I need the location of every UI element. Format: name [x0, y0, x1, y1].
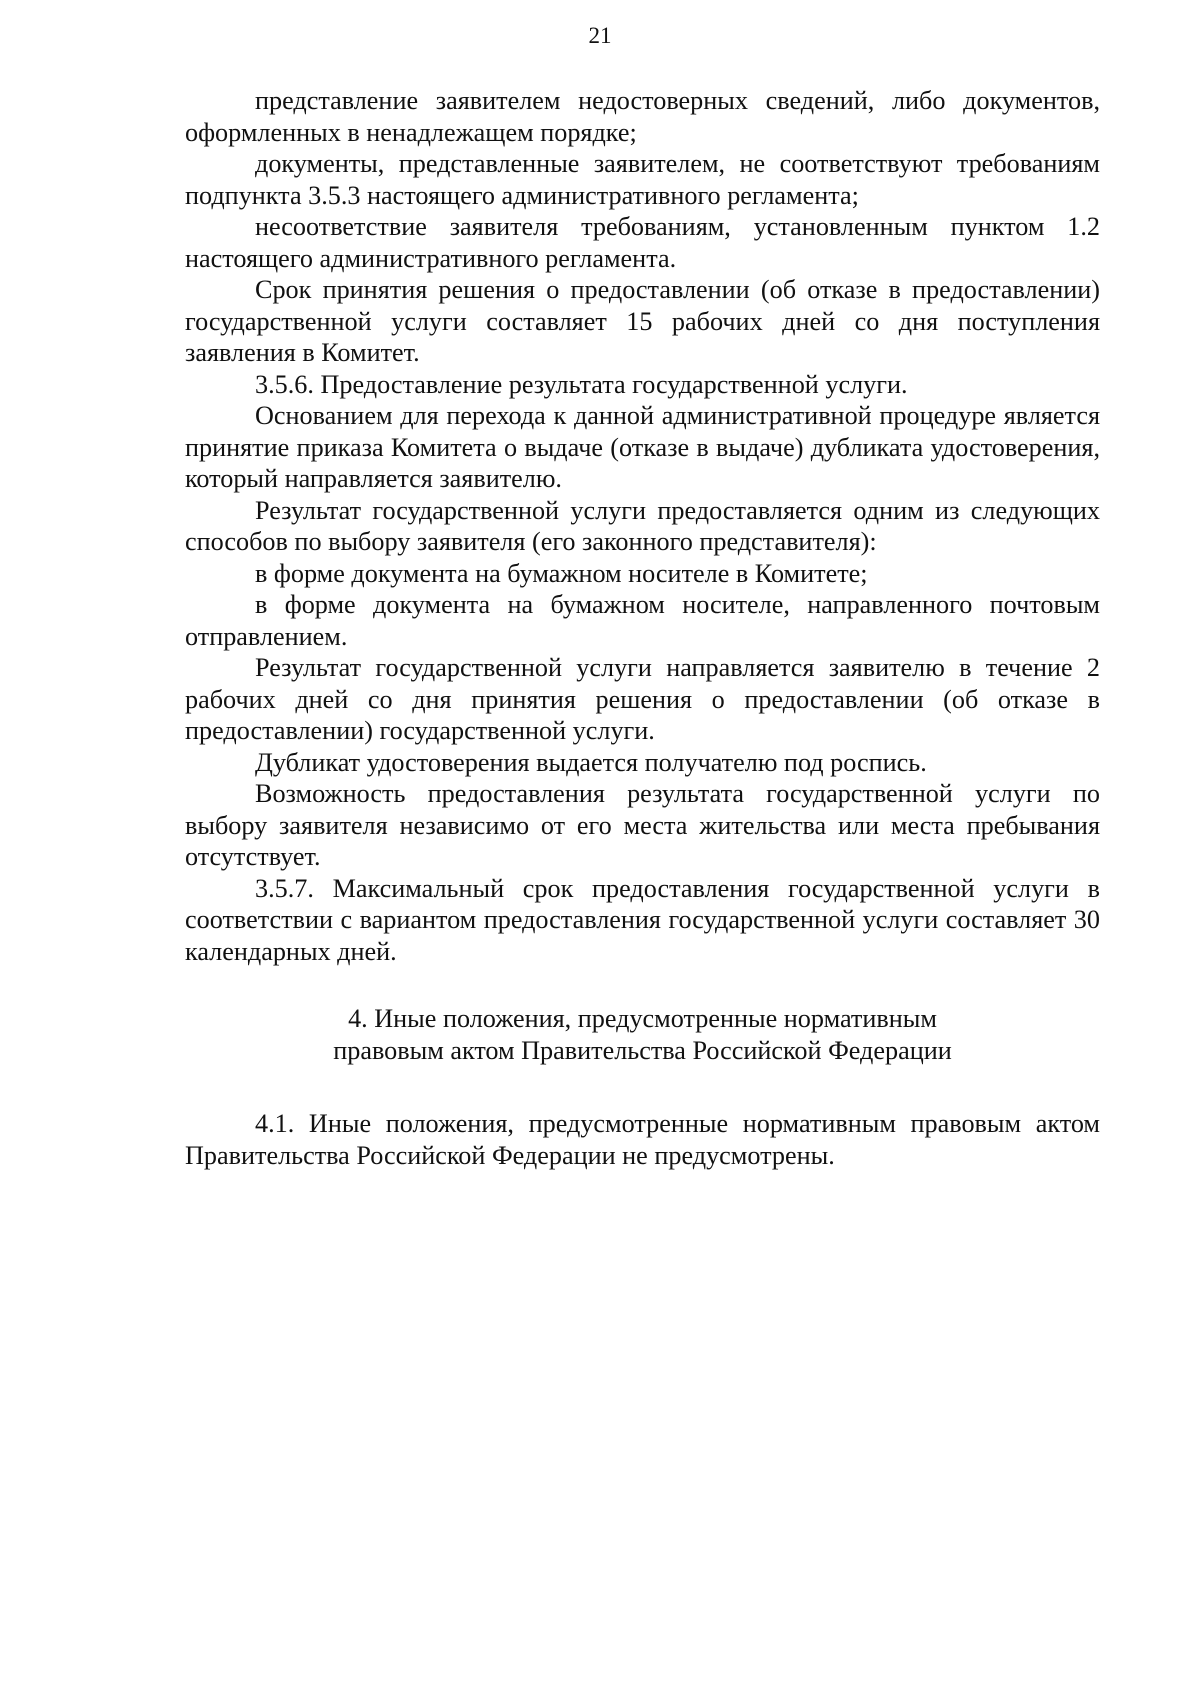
- paragraph: в форме документа на бумажном носителе в Комитете;: [255, 558, 868, 588]
- section-heading-line: правовым актом Правительства Российской Федерации: [333, 1035, 952, 1065]
- document-body: [185, 85, 1100, 1171]
- page-number: 21: [588, 23, 612, 48]
- paragraph: несоответствие заявителя требованиям, установленным пунктом 1.2 настоящего административного регламента.: [185, 212, 1100, 273]
- paragraph: Основанием для перехода к данной административной процедуре является принятие приказа Комитета о выдаче (отказе в выдаче) дубликата удостоверения, который направляется заявителю.: [185, 401, 1100, 493]
- paragraph: в форме документа на бумажном носителе, направленного почтовым отправлением.: [185, 590, 1100, 651]
- paragraph: Дубликат удостоверения выдается получателю под роспись.: [255, 747, 927, 777]
- section-heading: [185, 1003, 1100, 1066]
- paragraph: Возможность предоставления результата государственной услуги по выбору заявителя независимо от его места жительства или места пребывания отсутствует.: [185, 779, 1100, 871]
- paragraph: 3.5.7. Максимальный срок предоставления государственной услуги в соответствии с вариантом предоставления государственной услуги составляет 30 календарных дней.: [185, 873, 1100, 966]
- paragraph: Срок принятия решения о предоставлении (об отказе в предоставлении) государственной услуги составляет 15 рабочих дней со дня поступления заявления в Комитет.: [185, 275, 1100, 367]
- section-heading-line: 4. Иные положения, предусмотренные нормативным: [348, 1004, 937, 1033]
- paragraph: Результат государственной услуги предоставляется одним из следующих способов по выбору заявителя (его законного представителя):: [185, 495, 1100, 556]
- paragraph: 3.5.6. Предоставление результата государственной услуги.: [255, 369, 908, 399]
- paragraph: 4.1. Иные положения, предусмотренные нормативным правовым актом Правительства Российской Федерации не предусмотрены.: [185, 1109, 1100, 1170]
- paragraph: документы, представленные заявителем, не соответствуют требованиям подпункта 3.5.3 настоящего административного регламента;: [185, 149, 1100, 210]
- paragraph: Результат государственной услуги направляется заявителю в течение 2 рабочих дней со дня принятия решения о предоставлении (об отказе в предоставлении) государственной услуги.: [185, 653, 1100, 745]
- paragraph: представление заявителем недостоверных сведений, либо документов, оформленных в ненадлежащем порядке;: [185, 86, 1100, 147]
